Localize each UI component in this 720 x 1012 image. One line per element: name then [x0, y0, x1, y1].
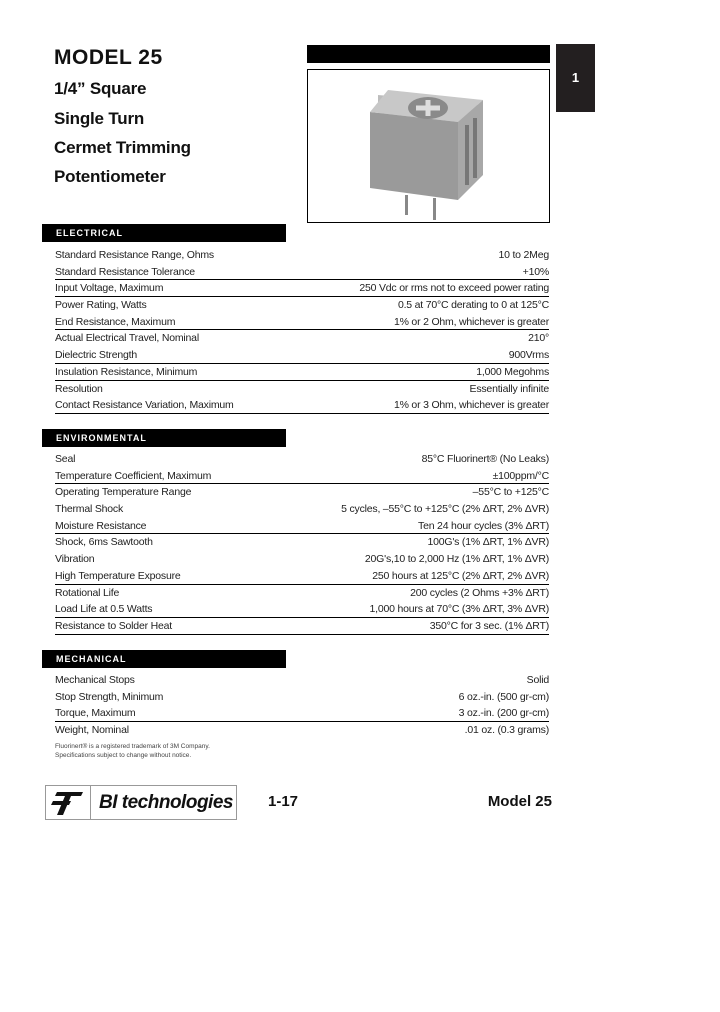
spec-value: 900Vrms — [508, 349, 549, 362]
spec-value: Solid — [526, 674, 549, 686]
footnote — [55, 742, 210, 760]
spec-row — [55, 601, 549, 618]
spec-row — [55, 381, 549, 398]
brand-name: BI technologies — [99, 791, 233, 813]
mechanical-table — [55, 672, 549, 739]
spec-row — [55, 247, 549, 264]
spec-label: High Temperature Exposure — [55, 569, 181, 582]
spec-value: Essentially infinite — [469, 382, 549, 395]
spec-value: 5 cycles, –55°C to +125°C (2% ΔRT, 2% ΔVR) — [341, 503, 549, 516]
spec-value: 1% or 3 Ohm, whichever is greater — [393, 399, 549, 412]
subtitle-line: Single Turn — [54, 109, 145, 128]
spec-label: Moisture Resistance — [55, 519, 147, 532]
spec-row — [55, 297, 549, 314]
spec-row — [55, 551, 549, 568]
spec-label: Vibration — [55, 553, 95, 566]
spec-label: Mechanical Stops — [55, 674, 135, 686]
spec-row — [55, 722, 549, 739]
spec-row — [55, 364, 549, 381]
section-tab: 1 — [556, 44, 595, 112]
spec-row — [55, 501, 549, 518]
spec-value: 250 hours at 125°C (2% ΔRT, 2% ΔVR) — [372, 569, 549, 582]
spec-label: Contact Resistance Variation, Maximum — [55, 399, 234, 412]
subtitle-line: Cermet Trimming — [54, 138, 191, 157]
potentiometer-image — [308, 70, 549, 222]
spec-label: Load Life at 0.5 Watts — [55, 603, 153, 616]
spec-row — [55, 484, 549, 501]
spec-label: Resolution — [55, 382, 103, 395]
spec-label: Standard Resistance Range, Ohms — [55, 249, 214, 261]
spec-row — [55, 568, 549, 585]
subtitle-line: 1/4” Square — [54, 79, 147, 98]
spec-label: Input Voltage, Maximum — [55, 282, 164, 295]
spec-row — [55, 689, 549, 706]
spec-row — [55, 518, 549, 535]
spec-label: Stop Strength, Minimum — [55, 690, 164, 703]
spec-row — [55, 451, 549, 468]
spec-label: Temperature Coefficient, Maximum — [55, 469, 212, 482]
spec-row — [55, 618, 549, 635]
spec-row — [55, 397, 549, 414]
spec-row — [55, 468, 549, 485]
product-photo — [307, 69, 550, 223]
spec-value: 10 to 2Meg — [498, 249, 549, 261]
spec-label: Dielectric Strength — [55, 349, 137, 362]
spec-value: 210° — [528, 332, 549, 345]
spec-value: .01 oz. (0.3 grams) — [464, 724, 549, 737]
spec-label: Insulation Resistance, Minimum — [55, 365, 198, 378]
spec-label: Power Rating, Watts — [55, 299, 147, 312]
spec-value: Ten 24 hour cycles (3% ΔRT) — [418, 519, 549, 532]
spec-value: 20G's,10 to 2,000 Hz (1% ΔRT, 1% ΔVR) — [364, 553, 549, 566]
spec-label: Rotational Life — [55, 586, 120, 599]
environmental-table — [55, 451, 549, 635]
spec-row — [55, 534, 549, 551]
spec-label: End Resistance, Maximum — [55, 315, 176, 328]
spec-label: Standard Resistance Tolerance — [55, 265, 195, 278]
spec-label: Weight, Nominal — [55, 724, 129, 737]
spec-value: 6 oz.-in. (500 gr-cm) — [458, 690, 549, 703]
spec-row — [55, 585, 549, 602]
spec-label: Torque, Maximum — [55, 707, 136, 720]
spec-row — [55, 347, 549, 364]
spec-value: +10% — [522, 265, 549, 278]
electrical-table — [55, 247, 549, 414]
subtitle-line: Potentiometer — [54, 167, 166, 186]
spec-value: 200 cycles (2 Ohms +3% ΔRT) — [410, 586, 549, 599]
spec-row — [55, 705, 549, 722]
spec-row — [55, 280, 549, 297]
model-title: MODEL 25 — [54, 46, 163, 69]
spec-label: Resistance to Solder Heat — [55, 619, 172, 632]
spec-row — [55, 672, 549, 689]
spec-value: 1% or 2 Ohm, whichever is greater — [393, 315, 549, 328]
electrical-header: ELECTRICAL — [42, 224, 286, 242]
spec-value: 1,000 hours at 70°C (3% ΔRT, 3% ΔVR) — [369, 603, 549, 616]
footnote-line: Specifications subject to change without notice. — [55, 752, 192, 759]
spec-row — [55, 264, 549, 281]
spec-value: 100G's (1% ΔRT, 1% ΔVR) — [427, 536, 549, 549]
logo-mark-icon — [46, 786, 91, 819]
page-number: 1-17 — [268, 793, 299, 810]
spec-label: Thermal Shock — [55, 503, 124, 516]
company-logo — [45, 785, 237, 820]
mechanical-header: MECHANICAL — [42, 650, 286, 668]
spec-value: 250 Vdc or rms not to exceed power rating — [359, 282, 549, 295]
spec-label: Seal — [55, 453, 76, 465]
spec-value: 350°C for 3 sec. (1% ΔRT) — [429, 619, 549, 632]
spec-value: 3 oz.-in. (200 gr-cm) — [458, 707, 549, 720]
spec-value: –55°C to +125°C — [472, 486, 549, 499]
spec-label: Actual Electrical Travel, Nominal — [55, 332, 199, 345]
header-bar — [307, 45, 550, 63]
footnote-line: Fluorinert® is a registered trademark of 3M Company. — [55, 743, 210, 750]
spec-row — [55, 330, 549, 347]
environmental-header: ENVIRONMENTAL — [42, 429, 286, 447]
footer-model: Model 25 — [487, 793, 552, 810]
spec-value: ±100ppm/°C — [492, 469, 549, 482]
spec-value: 0.5 at 70°C derating to 0 at 125°C — [397, 299, 549, 312]
spec-value: 1,000 Megohms — [476, 365, 549, 378]
spec-label: Operating Temperature Range — [55, 486, 192, 499]
spec-value: 85°C Fluorinert® (No Leaks) — [421, 453, 549, 465]
spec-label: Shock, 6ms Sawtooth — [55, 536, 153, 549]
spec-row — [55, 314, 549, 331]
